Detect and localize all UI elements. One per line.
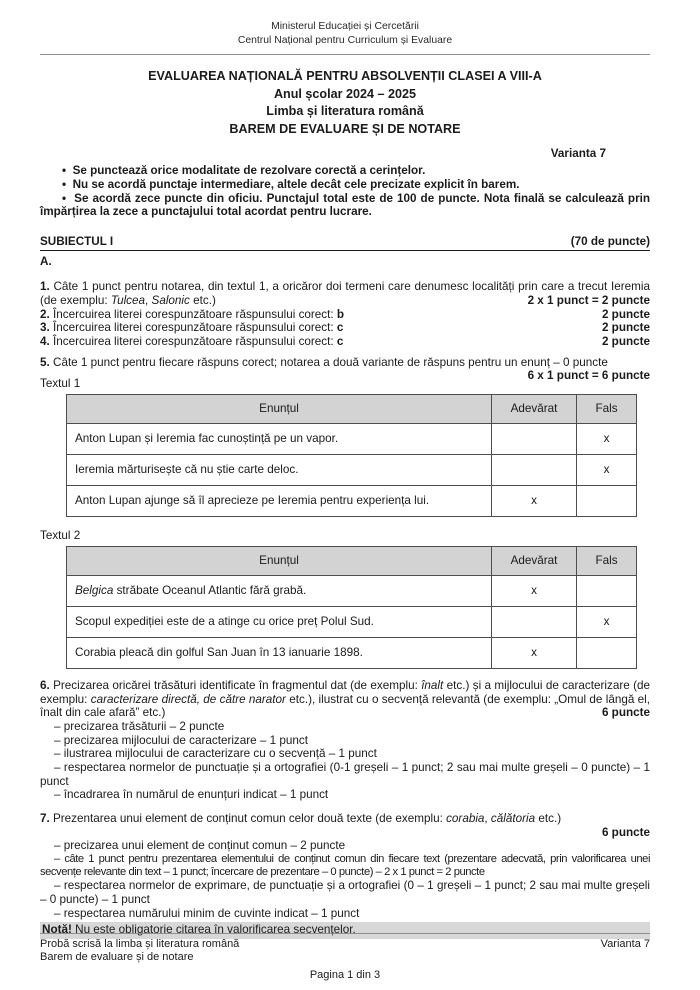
subject1-points: (70 de puncte) bbox=[570, 234, 650, 248]
fals-cell: x bbox=[577, 606, 637, 637]
adevarat-cell bbox=[492, 606, 577, 637]
exam-title: EVALUAREA NAȚIONALĂ PENTRU ABSOLVENȚII CLASEI A VIII-A bbox=[148, 69, 542, 84]
rule-bullet: • Se acordă zece puncte din oficiu. Punctajul total este de 100 de puncte. Nota finală se calculează prin împărțirea la zece a punctajului total acordat pentru lucrare. bbox=[40, 192, 650, 219]
item-7-criterion: – precizarea unui element de conținut comun – 2 puncte bbox=[54, 839, 346, 853]
statement-cell: Ieremia mărturisește că nu știe carte deloc. bbox=[67, 455, 492, 486]
column-header-fals: Fals bbox=[577, 395, 637, 424]
item-6 bbox=[40, 679, 650, 802]
table-header-row bbox=[67, 395, 637, 424]
subject-name: Limba și literatura română bbox=[266, 104, 424, 119]
footer-variant: Varianta 7 bbox=[600, 937, 650, 950]
column-header-adevarat: Adevărat bbox=[492, 546, 577, 575]
textul2-label: Textul 2 bbox=[40, 529, 81, 543]
column-header-fals: Fals bbox=[577, 546, 637, 575]
item-6-criterion: – ilustrarea mijlocului de caracterizare cu o secvență – 1 punct bbox=[54, 747, 377, 761]
ministry-header bbox=[40, 20, 650, 47]
barem-title: BAREM DE EVALUARE ȘI DE NOTARE bbox=[229, 121, 461, 136]
table-row bbox=[67, 606, 637, 637]
item-3: 3. Încercuirea literei corespunzătoare răspunsului corect: c 2 puncte bbox=[40, 321, 650, 335]
textul2-table bbox=[66, 546, 637, 669]
fals-cell bbox=[577, 486, 637, 517]
fals-cell bbox=[577, 575, 637, 606]
table-row bbox=[67, 575, 637, 606]
statement-cell: Scopul expediției este de a atinge cu orice preț Polul Sud. bbox=[67, 606, 492, 637]
column-header-enunt: Enunțul bbox=[67, 395, 492, 424]
center-line: Centrul Național pentru Curriculum și Evaluare bbox=[237, 34, 453, 46]
item-6-criterion: – încadrarea în numărul de enunțuri indicat – 1 punct bbox=[54, 788, 329, 802]
page-footer bbox=[40, 933, 650, 982]
school-year: Anul școlar 2024 – 2025 bbox=[273, 86, 417, 101]
column-header-enunt: Enunțul bbox=[67, 546, 492, 575]
column-header-adevarat: Adevărat bbox=[492, 395, 577, 424]
fals-cell bbox=[577, 637, 637, 668]
footer-divider bbox=[40, 933, 650, 934]
header-divider bbox=[40, 54, 650, 55]
table-header-row bbox=[67, 546, 637, 575]
item-6-criterion: – precizarea trăsăturii – 2 puncte bbox=[54, 719, 225, 733]
textul1-table bbox=[66, 394, 637, 517]
item-1: 1. Câte 1 punct pentru notarea, din textul 1, a oricăror doi termeni care denumesc localități prin care a trecut Ieremia (de exemplu: Tulcea, Salonic etc.) 2 x 1 punct = 2 puncte bbox=[40, 280, 650, 308]
item-7-points: 6 puncte bbox=[601, 825, 650, 839]
fals-cell: x bbox=[577, 455, 637, 486]
item-7 bbox=[40, 812, 650, 920]
fals-cell: x bbox=[577, 424, 637, 455]
nota-highlight: Notă! Nu este obligatorie citarea în valorificarea secvențelor. bbox=[40, 922, 650, 939]
adevarat-cell: x bbox=[492, 486, 577, 517]
table-row bbox=[67, 424, 637, 455]
subject1-heading-row bbox=[40, 235, 650, 251]
exam-title-block bbox=[40, 68, 650, 139]
part-a-label: A. bbox=[40, 254, 52, 268]
item-6-text: 6. Precizarea oricărei trăsături identificate în fragmentul dat (de exemplu: înalt etc.) și a mijlocului de caracterizare (de exemplu: caracterizare directă, de către narator etc.), ilustrat cu o secvență relevantă (de exemplu: „Omul de lângă el, înalt din cale afară” etc.) 6 puncte bbox=[40, 678, 650, 720]
table-row bbox=[67, 486, 637, 517]
subject1-heading: SUBIECTUL I bbox=[40, 234, 114, 248]
adevarat-cell bbox=[492, 455, 577, 486]
rule-bullet: • Nu se acordă punctaje intermediare, altele decât cele precizate explicit în barem. bbox=[40, 178, 650, 192]
page-number: Pagina 1 din 3 bbox=[309, 969, 381, 982]
statement-cell: Anton Lupan ajunge să îl aprecieze pe Ieremia pentru experiența lui. bbox=[67, 486, 492, 517]
item-6-criterion: – precizarea mijlocului de caracterizare – 1 punct bbox=[54, 733, 309, 747]
item-6-criterion: – respectarea normelor de punctuație și a ortografiei (0-1 greșeli – 1 punct; 2 sau mai multe greșeli – 0 puncte) – 1 punct bbox=[40, 760, 650, 788]
item-7-criterion: – câte 1 punct pentru prezentarea elementului de conținut comun din fiecare text (prezentare adecvată, prin valorificarea unei secvențe relevante din text – 1 punct; încercare de prezentare – 0 puncte) – 2 x 1 punct = 2 puncte bbox=[40, 853, 650, 879]
textul1-label: Textul 1 bbox=[40, 377, 81, 391]
statement-cell: Anton Lupan și Ieremia fac cunoștință pe un vapor. bbox=[67, 424, 492, 455]
item-7-text: 7. Prezentarea unui element de conținut comun celor două texte (de exemplu: corabia, călătoria etc.) bbox=[40, 812, 562, 826]
general-rules bbox=[40, 164, 650, 219]
item-2: 2. Încercuirea literei corespunzătoare răspunsului corect: b 2 puncte bbox=[40, 307, 650, 321]
footer-barem: Barem de evaluare și de notare bbox=[40, 951, 194, 964]
adevarat-cell bbox=[492, 424, 577, 455]
item-5: 5. Câte 1 punct pentru fiecare răspuns corect; notarea a două variante de răspuns pentru un enunț – 0 puncte 6 x 1 punct = 6 puncte bbox=[40, 355, 650, 383]
statement-cell: Belgica străbate Oceanul Atlantic fără grabă. bbox=[67, 575, 492, 606]
item-7-criterion: – respectarea normelor de exprimare, de punctuație și a ortografiei (0 – 1 greșeli – 1 punct; 2 sau mai multe greșeli – 0 puncte) – 1 punct bbox=[40, 879, 650, 906]
footer-exam-name: Probă scrisă la limba și literatura română bbox=[40, 937, 240, 950]
statement-cell: Corabia pleacă din golful San Juan în 13 ianuarie 1898. bbox=[67, 637, 492, 668]
rule-bullet: • Se punctează orice modalitate de rezolvare corectă a cerințelor. bbox=[40, 164, 650, 178]
adevarat-cell: x bbox=[492, 637, 577, 668]
adevarat-cell: x bbox=[492, 575, 577, 606]
table-row bbox=[67, 455, 637, 486]
item-7-criterion: – respectarea numărului minim de cuvinte indicat – 1 punct bbox=[54, 906, 360, 920]
item-4: 4. Încercuirea literei corespunzătoare răspunsului corect: c 2 puncte bbox=[40, 335, 650, 349]
variant-label: Varianta 7 bbox=[550, 146, 606, 160]
ministry-line: Ministerul Educației și Cercetării bbox=[271, 21, 419, 32]
table-row bbox=[67, 637, 637, 668]
